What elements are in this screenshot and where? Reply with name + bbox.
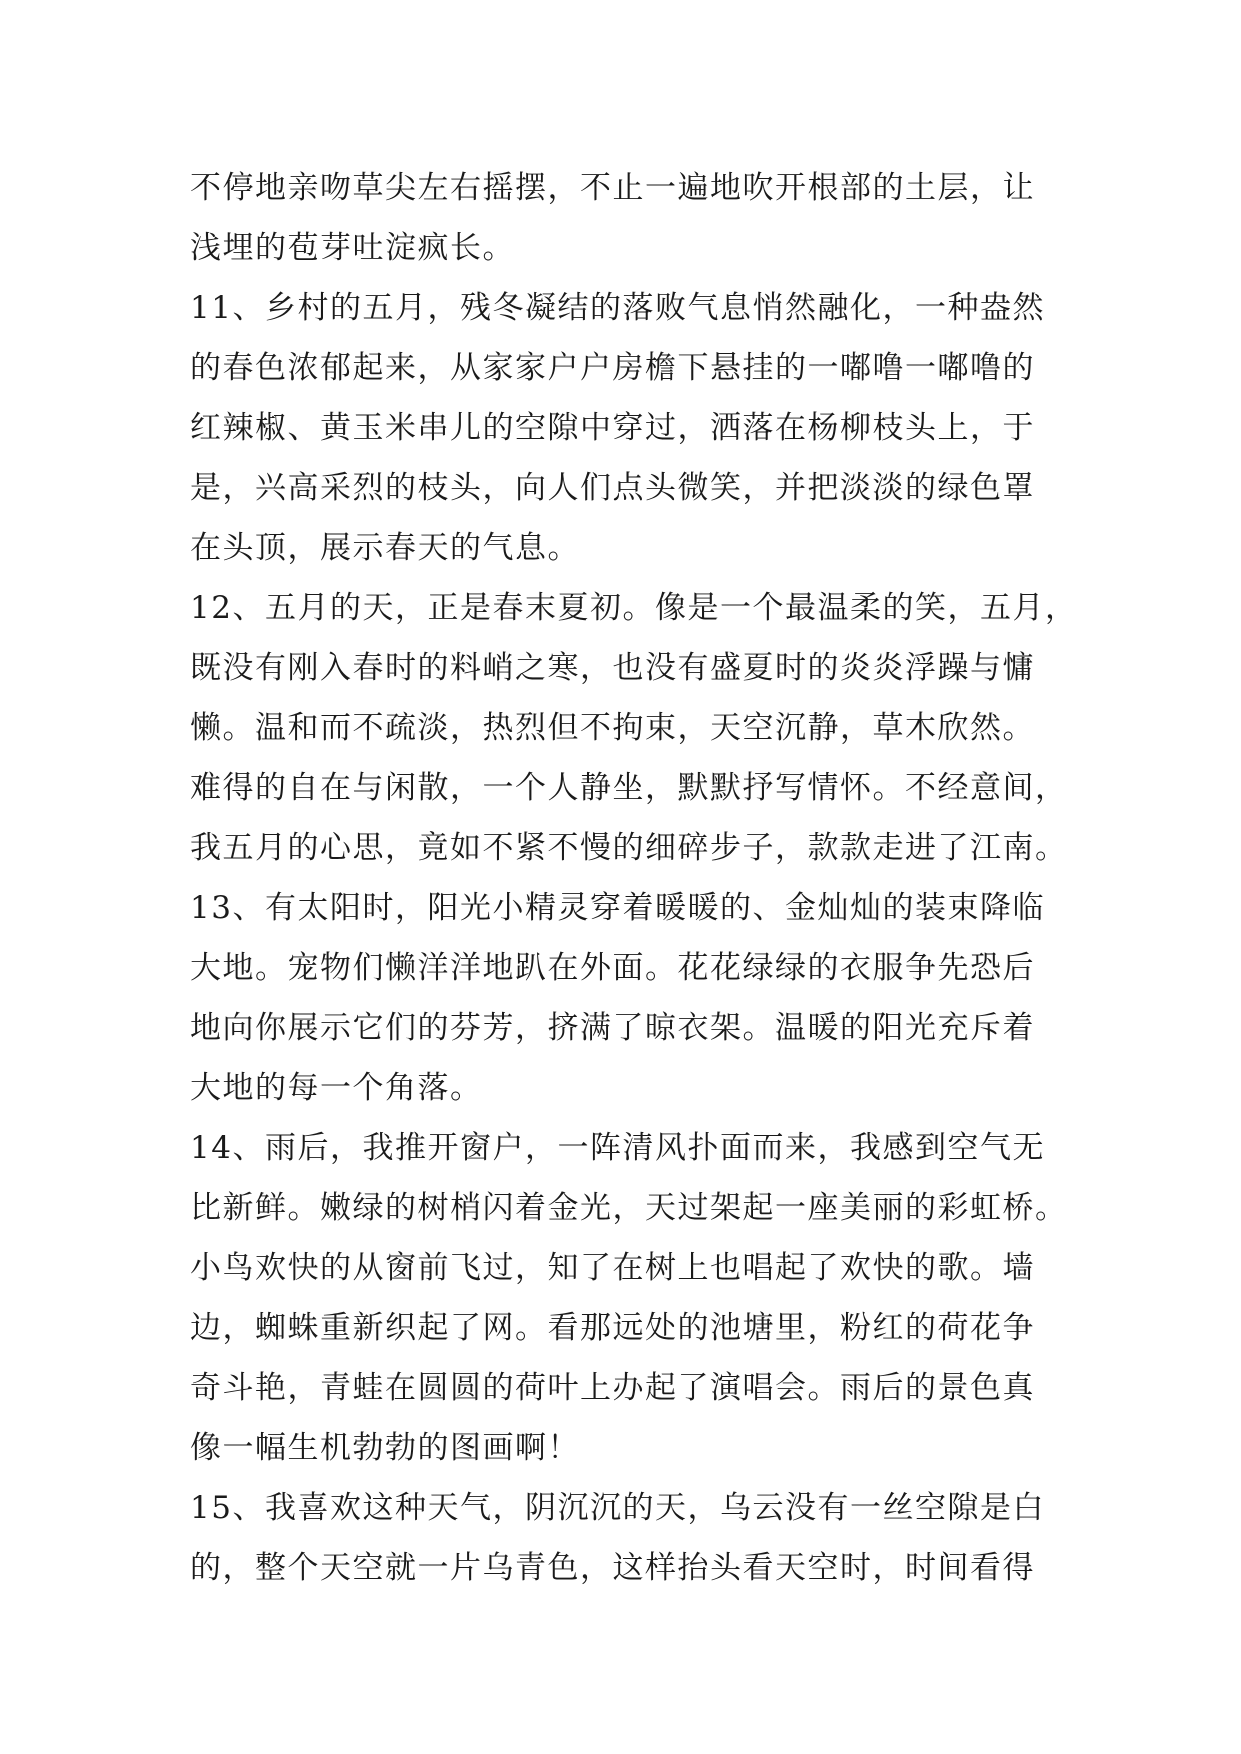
text-line: 既没有刚入春时的料峭之寒，也没有盛夏时的炎炎浮躁与慵 bbox=[190, 650, 1035, 686]
text-line: 大地的每一个角落。 bbox=[190, 1070, 483, 1106]
text-line: 是，兴高采烈的枝头，向人们点头微笑，并把淡淡的绿色罩 bbox=[190, 470, 1035, 506]
text-line: 14、雨后，我推开窗户，一阵清风扑面而来，我感到空气无 bbox=[190, 1130, 1045, 1166]
text-line: 13、有太阳时，阳光小精灵穿着暖暖的、金灿灿的装束降临 bbox=[190, 890, 1045, 926]
text-line: 难得的自在与闲散，一个人静坐，默默抒写情怀。不经意间， bbox=[190, 770, 1068, 806]
text-line: 的，整个天空就一片乌青色，这样抬头看天空时，时间看得 bbox=[190, 1550, 1035, 1586]
text-line: 11、乡村的五月，残冬凝结的落败气息悄然融化，一种盎然 bbox=[190, 290, 1045, 326]
text-line: 浅埋的苞芽吐淀疯长。 bbox=[190, 230, 515, 266]
text-line: 我五月的心思，竟如不紧不慢的细碎步子，款款走进了江南。 bbox=[190, 830, 1068, 866]
text-line: 红辣椒、黄玉米串儿的空隙中穿过，洒落在杨柳枝头上，于 bbox=[190, 410, 1035, 446]
text-line: 懒。温和而不疏淡，热烈但不拘束，天空沉静，草木欣然。 bbox=[190, 710, 1035, 746]
text-line: 小鸟欢快的从窗前飞过，知了在树上也唱起了欢快的歌。墙 bbox=[190, 1250, 1035, 1286]
text-line: 像一幅生机勃勃的图画啊！ bbox=[190, 1430, 580, 1466]
text-line: 的春色浓郁起来，从家家户户房檐下悬挂的一嘟噜一嘟噜的 bbox=[190, 350, 1035, 386]
text-line: 15、我喜欢这种天气，阴沉沉的天，乌云没有一丝空隙是白 bbox=[190, 1490, 1045, 1526]
text-line: 边，蜘蛛重新织起了网。看那远处的池塘里，粉红的荷花争 bbox=[190, 1310, 1035, 1346]
text-line: 12、五月的天，正是春末夏初。像是一个最温柔的笑，五月， bbox=[190, 590, 1078, 626]
text-line: 地向你展示它们的芬芳，挤满了晾衣架。温暖的阳光充斥着 bbox=[190, 1010, 1035, 1046]
body-text bbox=[190, 158, 1078, 1598]
text-line: 比新鲜。嫩绿的树梢闪着金光，天过架起一座美丽的彩虹桥。 bbox=[190, 1190, 1068, 1226]
text-line: 奇斗艳，青蛙在圆圆的荷叶上办起了演唱会。雨后的景色真 bbox=[190, 1370, 1035, 1406]
text-line: 不停地亲吻草尖左右摇摆，不止一遍地吹开根部的土层，让 bbox=[190, 170, 1035, 206]
text-line: 在头顶，展示春天的气息。 bbox=[190, 530, 580, 566]
text-line: 大地。宠物们懒洋洋地趴在外面。花花绿绿的衣服争先恐后 bbox=[190, 950, 1035, 986]
